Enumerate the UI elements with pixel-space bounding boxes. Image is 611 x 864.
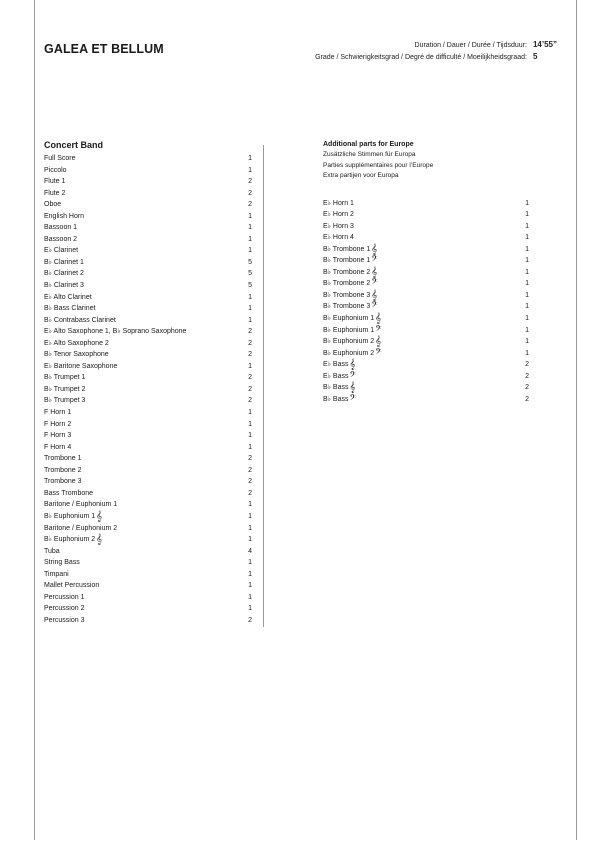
part-row [44,407,252,419]
part-row [44,153,252,165]
part-name-wrap [44,188,66,200]
duration-value: 14’55” [532,40,557,49]
part-row [44,511,252,523]
part-row [44,245,252,257]
part-name: F Horn 2 [44,420,72,428]
part-name-wrap [44,292,93,304]
part-quantity: 1 [248,420,252,428]
part-row [44,419,252,431]
part-quantity: 1 [248,432,252,440]
part-quantity: 5 [248,258,252,266]
part-row [323,359,529,371]
part-quantity: 1 [248,501,252,509]
part-row [44,257,252,269]
part-name: B♭ Trombone 1 [323,257,371,265]
part-name-wrap [44,442,72,454]
part-row [323,244,529,256]
part-quantity: 2 [248,201,252,209]
part-name: Trombone 1 [44,455,82,463]
part-quantity: 1 [248,305,252,313]
part-row [323,371,529,383]
clef-icon: 𝄢 [371,301,378,313]
page-title: GALEA ET BELLUM [44,42,164,56]
part-name: Flute 2 [44,189,66,197]
part-row [44,338,252,350]
part-name-wrap [44,199,62,211]
part-name: B♭ Euphonium 1 [44,512,96,520]
part-name: Tuba [44,547,60,555]
part-quantity: 2 [525,395,529,403]
part-row [44,315,252,327]
clef-icon: 𝄢 [371,278,378,290]
part-name-wrap [323,348,382,360]
clef-icon: 𝄞 [96,510,103,522]
part-quantity: 2 [248,178,252,186]
part-quantity: 1 [248,166,252,174]
part-quantity: 1 [248,570,252,578]
part-name-wrap [323,278,378,290]
part-quantity: 4 [248,547,252,555]
part-quantity: 2 [248,385,252,393]
part-quantity: 2 [248,189,252,197]
part-row [44,326,252,338]
part-row [323,221,529,233]
part-quantity: 1 [248,155,252,162]
part-name: B♭ Bass [323,395,349,403]
part-name-wrap [44,372,86,384]
europe-subtitle-nl: Extra partijen voor Europa [323,172,399,179]
clef-icon: 𝄢 [349,393,356,405]
concert-band-section [44,140,252,626]
part-quantity: 2 [525,361,529,369]
part-name: English Horn [44,212,85,220]
part-row [44,349,252,361]
score-metadata [315,40,557,64]
part-name: B♭ Clarinet 1 [44,258,84,266]
part-name: B♭ Tenor Saxophone [44,351,109,359]
column-divider [263,145,264,627]
part-name: B♭ Trombone 2 [323,280,371,288]
part-name-wrap [323,325,382,337]
part-quantity: 1 [525,326,529,334]
part-name: B♭ Trumpet 2 [44,385,86,393]
clef-icon: 𝄞 [349,359,356,371]
part-name: Percussion 2 [44,605,85,613]
part-name: E♭ Baritone Saxophone [44,362,118,370]
grade-label: Grade / Schwierigkeitsgrad / Degré de difficulté / Moeilijkheidsgraad: [315,54,527,61]
part-name-wrap [323,382,355,394]
part-name: Flute 1 [44,178,66,186]
part-name: Full Score [44,155,76,162]
part-quantity: 2 [248,397,252,405]
part-row [44,453,252,465]
clef-icon: 𝄞 [96,534,103,546]
part-name-wrap [44,395,86,407]
part-row [44,430,252,442]
grade-row [315,52,557,64]
concert-band-parts-list [44,153,252,626]
part-name: F Horn 3 [44,432,72,440]
part-name: B♭ Contrabass Clarinet [44,316,116,324]
part-row [44,534,252,546]
europe-subtitle-fr: Parties supplémentaires pour l’Europe [323,161,434,169]
part-name-wrap [44,592,85,604]
part-name: Timpani [44,570,69,578]
part-name: Oboe [44,201,62,209]
part-name: B♭ Euphonium 2 [323,349,375,357]
part-name-wrap [44,465,82,477]
part-quantity: 5 [248,270,252,278]
part-quantity: 1 [248,605,252,613]
part-name-wrap [323,198,355,210]
part-name: B♭ Euphonium 2 [323,338,375,346]
part-name-wrap [44,557,81,569]
part-name-wrap [44,384,86,396]
part-row [323,301,529,313]
part-name-wrap [44,453,82,465]
part-quantity: 2 [525,372,529,380]
europe-section [323,140,529,405]
part-quantity: 1 [248,362,252,370]
part-quantity: 2 [525,384,529,392]
part-quantity: 1 [248,247,252,255]
part-row [44,165,252,177]
part-quantity: 1 [525,280,529,288]
part-quantity: 1 [525,199,529,207]
part-row [44,465,252,477]
part-name-wrap [44,165,68,177]
part-row [44,211,252,223]
part-name: E♭ Alto Saxophone 1, B♭ Soprano Saxophone [44,328,187,336]
part-name-wrap [44,315,117,327]
part-name-wrap [323,267,377,279]
part-name: B♭ Clarinet 2 [44,270,84,278]
part-row [323,336,529,348]
part-name: B♭ Trombone 3 [323,291,371,299]
part-quantity: 1 [525,222,529,230]
part-name-wrap [44,580,100,592]
clef-icon: 𝄢 [349,370,356,382]
part-name-wrap [44,534,102,546]
part-name-wrap [44,257,85,269]
part-name-wrap [44,523,118,535]
part-name-wrap [323,301,378,313]
part-name-wrap [44,361,118,373]
part-name: Bassoon 1 [44,224,78,232]
part-row [323,198,529,210]
part-name-wrap [44,303,97,315]
part-row [44,280,252,292]
part-name-wrap [323,313,381,325]
part-row [44,580,252,592]
part-quantity: 1 [248,212,252,220]
part-name: E♭ Clarinet [44,247,79,255]
part-quantity: 1 [525,234,529,242]
part-name-wrap [323,255,378,267]
part-quantity: 2 [248,478,252,486]
part-row [44,234,252,246]
part-row [44,557,252,569]
part-row [44,372,252,384]
part-row [44,384,252,396]
clef-icon: 𝄞 [375,336,382,348]
part-name-wrap [44,222,78,234]
part-name: String Bass [44,559,80,567]
part-quantity: 2 [248,328,252,336]
part-name-wrap [44,245,79,257]
part-name-wrap [44,349,110,361]
part-name: Piccolo [44,166,67,174]
part-name: B♭ Bass [323,384,349,392]
part-name-wrap [323,290,377,302]
part-name: E♭ Horn 1 [323,199,354,207]
part-row [44,292,252,304]
part-quantity: 2 [248,339,252,347]
clef-icon: 𝄢 [375,347,382,359]
part-name: B♭ Trumpet 1 [44,374,86,382]
part-name-wrap [323,244,377,256]
part-row [323,313,529,325]
part-name-wrap [323,394,356,406]
part-row [44,176,252,188]
part-quantity: 1 [525,257,529,265]
part-name: B♭ Bass Clarinet [44,305,96,313]
part-name-wrap [44,407,72,419]
part-quantity: 2 [248,466,252,474]
page-border-left [34,0,35,840]
europe-heading: Additional parts for Europe [323,141,414,148]
part-name: B♭ Euphonium 1 [323,314,375,322]
clef-icon: 𝄞 [371,243,378,255]
part-quantity: 1 [248,559,252,567]
part-name: B♭ Trombone 1 [323,245,371,253]
part-quantity: 1 [525,268,529,276]
part-quantity: 2 [248,455,252,463]
part-name-wrap [44,569,70,581]
part-name: B♭ Euphonium 1 [323,326,375,334]
part-name-wrap [44,476,82,488]
part-quantity: 5 [248,282,252,290]
part-quantity: 1 [248,536,252,544]
part-row [323,290,529,302]
part-row [44,188,252,200]
part-name-wrap [44,499,118,511]
part-name: Trombone 3 [44,478,82,486]
europe-subtitle-de: Zusätzliche Stimmen für Europa [323,151,416,158]
part-quantity: 1 [525,314,529,322]
part-row [44,222,252,234]
part-name-wrap [44,419,72,431]
part-quantity: 1 [248,293,252,301]
part-row [44,361,252,373]
part-name-wrap [44,234,78,246]
clef-icon: 𝄞 [371,266,378,278]
part-name-wrap [323,209,355,221]
part-row [44,615,252,627]
part-name: B♭ Euphonium 2 [44,536,96,544]
duration-row [315,40,557,52]
part-name: Mallet Percussion [44,582,100,590]
part-name: B♭ Trombone 2 [323,268,371,276]
part-quantity: 2 [248,374,252,382]
part-name: E♭ Horn 2 [323,211,354,219]
part-row [323,348,529,360]
part-row [44,569,252,581]
part-row [44,546,252,558]
part-name: Trombone 2 [44,466,82,474]
part-row [44,488,252,500]
duration-label: Duration / Dauer / Durée / Tijdsduur: [414,42,527,49]
part-name-wrap [44,488,94,500]
clef-icon: 𝄢 [371,255,378,267]
part-row [323,394,529,406]
part-row [323,278,529,290]
part-quantity: 1 [248,524,252,532]
clef-icon: 𝄞 [349,382,356,394]
part-name-wrap [44,615,85,627]
part-row [44,592,252,604]
part-name-wrap [323,232,355,244]
part-name-wrap [44,280,85,292]
part-name: Baritone / Euphonium 2 [44,524,118,532]
part-quantity: 1 [525,349,529,357]
part-quantity: 2 [248,351,252,359]
part-row [44,442,252,454]
part-row [44,268,252,280]
part-row [44,603,252,615]
part-row [44,476,252,488]
part-name-wrap [323,336,381,348]
part-name-wrap [323,221,355,233]
part-name-wrap [323,359,355,371]
part-row [323,382,529,394]
part-name-wrap [44,176,66,188]
part-name: Bassoon 2 [44,235,78,243]
part-row [323,325,529,337]
part-quantity: 1 [248,235,252,243]
grade-value: 5 [533,52,538,61]
europe-parts-list [323,198,529,406]
part-quantity: 1 [248,224,252,232]
part-name-wrap [44,546,61,558]
part-quantity: 1 [248,593,252,601]
part-name: F Horn 4 [44,443,72,451]
part-name: Percussion 3 [44,616,85,624]
part-quantity: 2 [248,616,252,624]
concert-band-heading: Concert Band [44,140,104,150]
part-name: E♭ Bass [323,372,349,380]
part-row [323,209,529,221]
part-quantity: 1 [248,582,252,590]
part-name-wrap [44,603,85,615]
part-name: F Horn 1 [44,409,72,417]
part-row [44,395,252,407]
part-name: E♭ Alto Saxophone 2 [44,339,109,347]
part-name-wrap [44,153,77,165]
part-row [44,303,252,315]
part-row [323,267,529,279]
part-quantity: 1 [248,316,252,324]
part-row [323,255,529,267]
part-quantity: 1 [248,512,252,520]
part-name-wrap [44,511,102,523]
clef-icon: 𝄢 [375,324,382,336]
part-name: Baritone / Euphonium 1 [44,501,118,509]
part-row [44,199,252,211]
part-quantity: 1 [525,303,529,311]
part-name: E♭ Alto Clarinet [44,293,92,301]
part-quantity: 1 [525,291,529,299]
part-name-wrap [44,326,187,338]
clef-icon: 𝄞 [371,289,378,301]
part-quantity: 1 [248,443,252,451]
part-name: B♭ Trumpet 3 [44,397,86,405]
part-name-wrap [323,371,356,383]
part-name: Percussion 1 [44,593,85,601]
part-quantity: 2 [248,489,252,497]
part-name: E♭ Horn 3 [323,222,354,230]
part-quantity: 1 [525,338,529,346]
clef-icon: 𝄞 [375,312,382,324]
part-quantity: 1 [525,245,529,253]
part-name: E♭ Horn 4 [323,234,354,242]
page-border-right [576,0,577,840]
part-quantity: 1 [525,211,529,219]
part-quantity: 1 [248,409,252,417]
part-name-wrap [44,268,85,280]
part-row [323,232,529,244]
part-name: B♭ Clarinet 3 [44,282,84,290]
part-name: Bass Trombone [44,489,94,497]
part-row [44,499,252,511]
part-name-wrap [44,338,110,350]
part-row [44,523,252,535]
part-name: E♭ Bass [323,361,349,369]
part-name-wrap [44,430,72,442]
part-name: B♭ Trombone 3 [323,303,371,311]
part-name-wrap [44,211,85,223]
